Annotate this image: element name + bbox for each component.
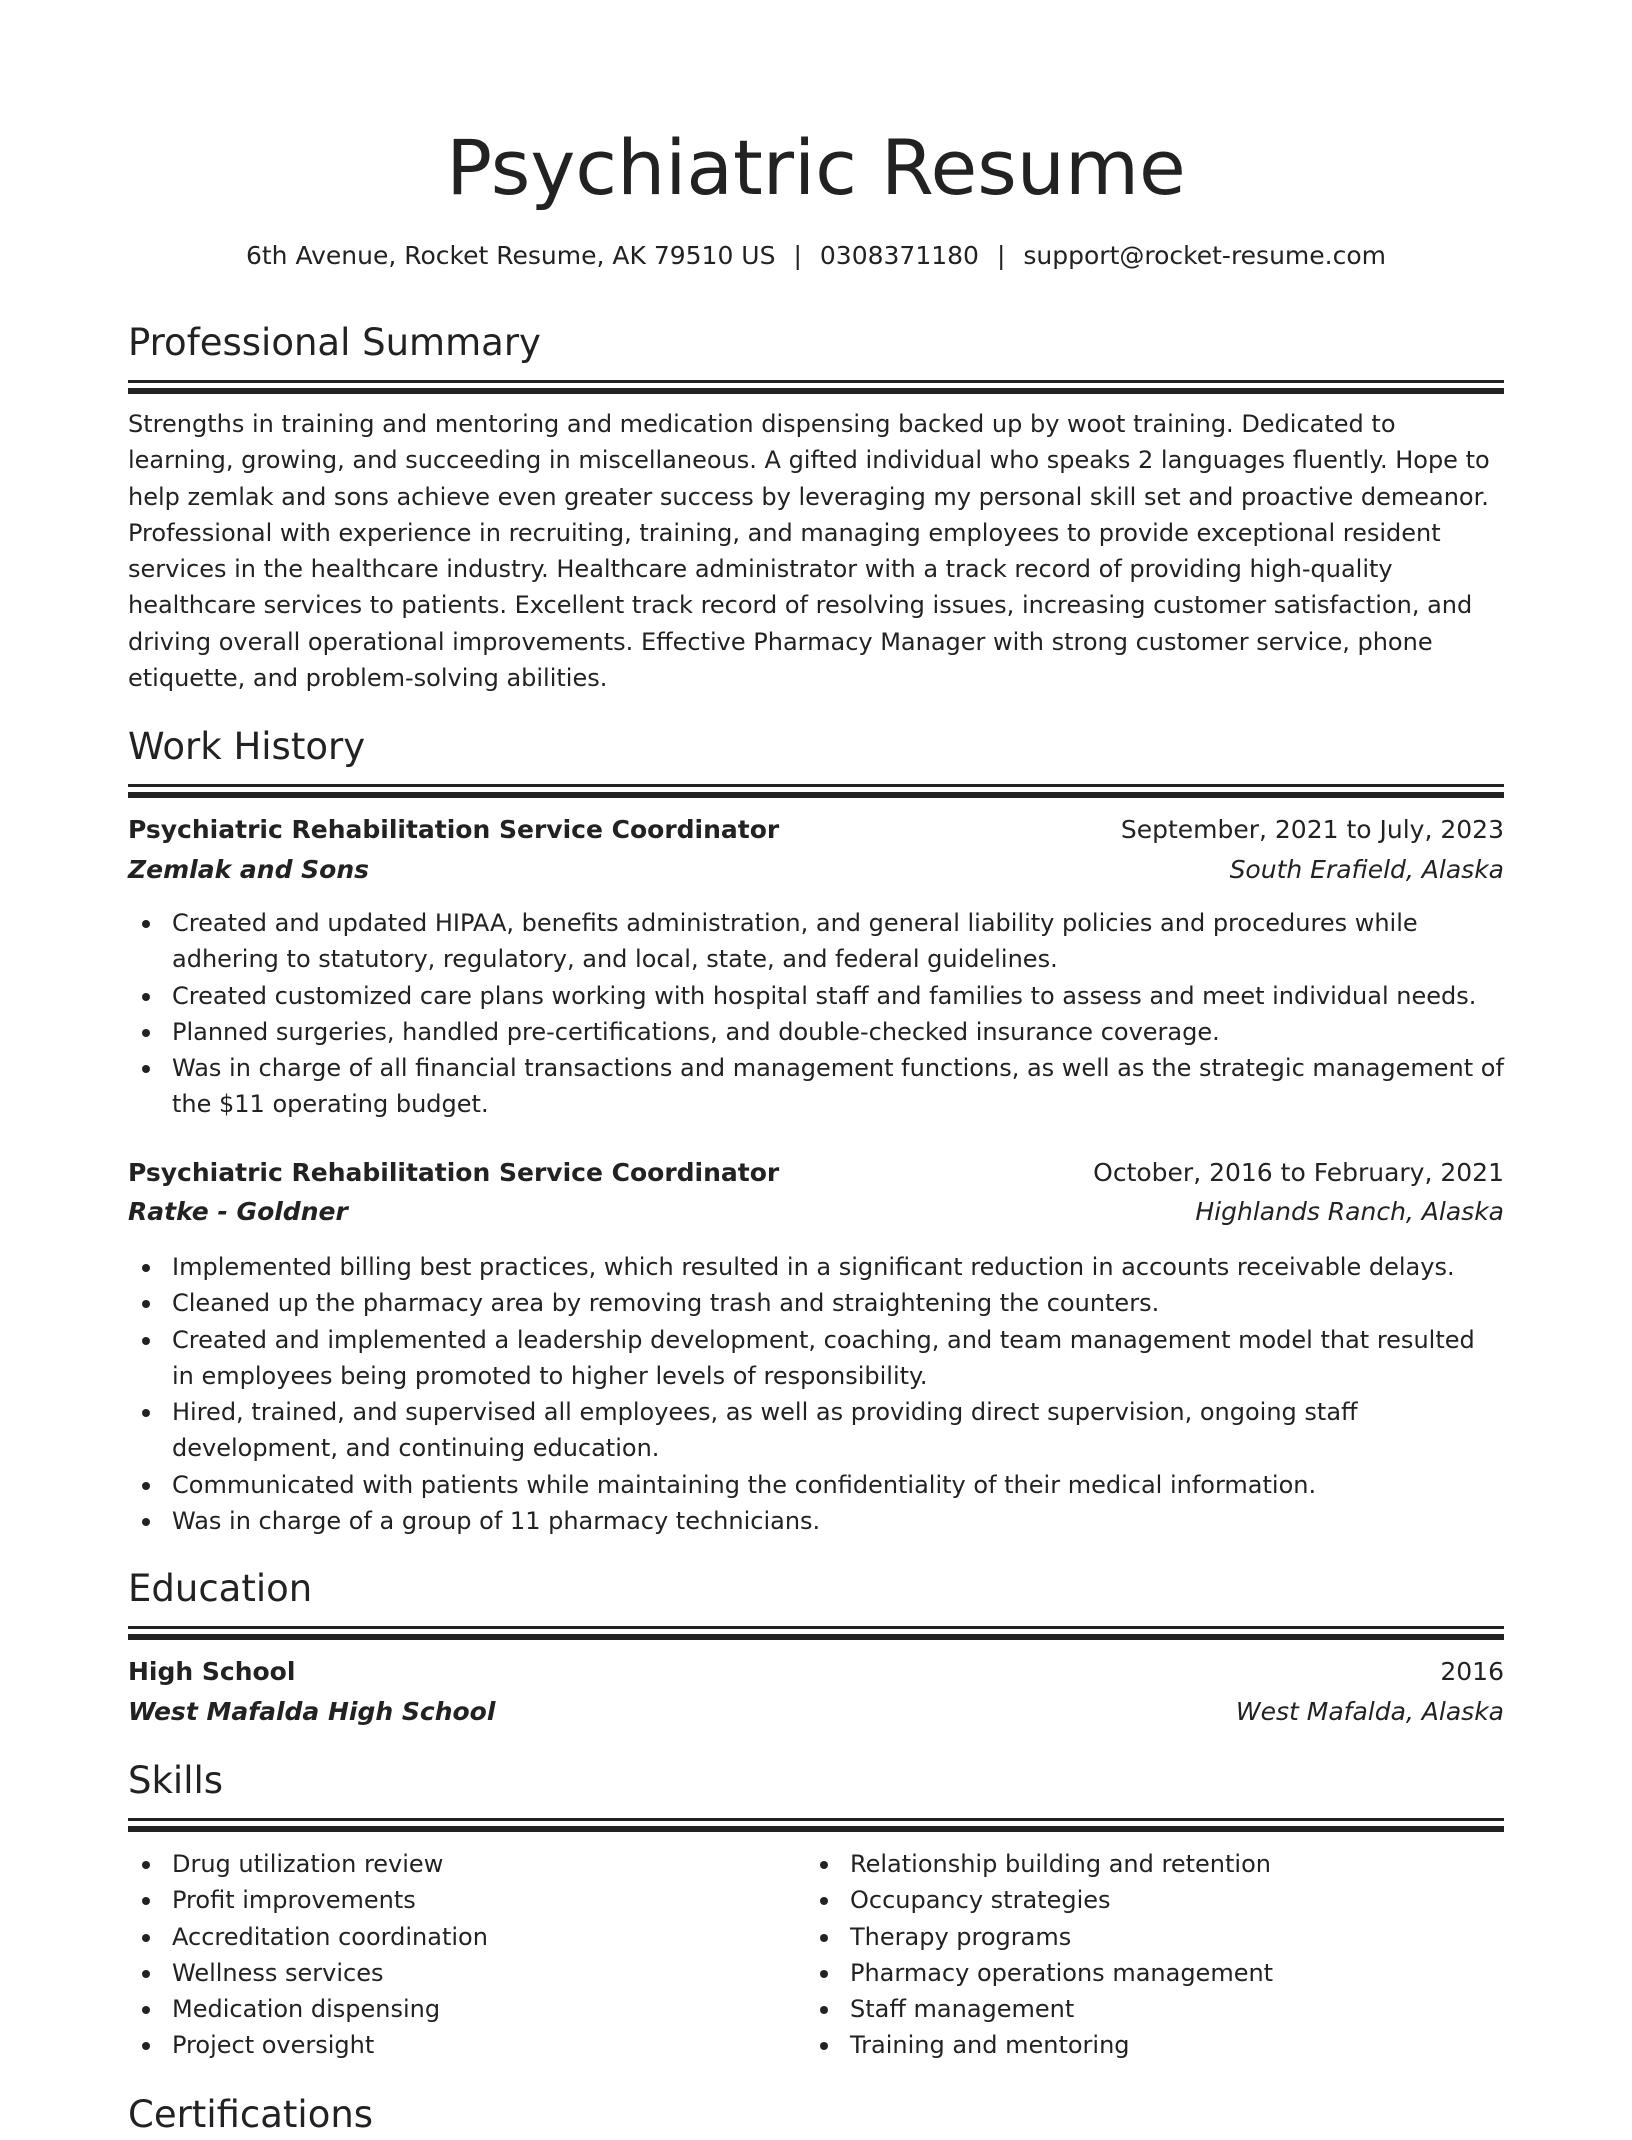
education-year: 2016 (1440, 1657, 1504, 1686)
page-title: Psychiatric Resume (446, 123, 1186, 212)
list-item: Drug utilization review (128, 1846, 788, 1882)
list-item: Was in charge of a group of 11 pharmacy technicians. (128, 1503, 1504, 1539)
list-item: Planned surgeries, handled pre-certifications, and double-checked insurance coverage. (128, 1014, 1504, 1050)
section-rule-thin (128, 784, 1504, 787)
list-item: Occupancy strategies (806, 1882, 1504, 1918)
section-rule-thin (128, 380, 1504, 383)
job-title: Psychiatric Rehabilitation Service Coordinator (128, 1158, 780, 1187)
work-section-header (128, 722, 1504, 798)
section-title-skills: Skills (128, 1759, 224, 1802)
section-title-summary: Professional Summary (128, 321, 541, 364)
section-rule-thick (128, 792, 1504, 798)
list-item: Accreditation coordination (128, 1919, 788, 1955)
list-item: Training and mentoring (806, 2027, 1504, 2063)
job-dates: October, 2016 to February, 2021 (1093, 1158, 1504, 1187)
skills-section-header (128, 1756, 1504, 1832)
job-header (128, 810, 1504, 850)
job-subheader (128, 850, 1504, 890)
contact-phone: 0308371180 (819, 241, 979, 270)
section-rule-thick (128, 388, 1504, 394)
list-item: Relationship building and retention (806, 1846, 1504, 1882)
section-title-work: Work History (128, 725, 366, 768)
list-item: Hired, trained, and supervised all employees, as well as providing direct supervision, ongoing staff development, and continuing education. (128, 1394, 1504, 1467)
list-item: Therapy programs (806, 1919, 1504, 1955)
education-location: West Mafalda, Alaska (1235, 1697, 1504, 1726)
job-header (128, 1153, 1504, 1193)
education-subheader (128, 1692, 1504, 1732)
education-school: West Mafalda High School (128, 1697, 496, 1726)
job-location: Highlands Ranch, Alaska (1195, 1197, 1504, 1226)
list-item: Staff management (806, 1991, 1504, 2027)
job-dates: September, 2021 to July, 2023 (1120, 815, 1504, 844)
skills-list-right (806, 1846, 1504, 2064)
job-subheader (128, 1192, 1504, 1232)
skills-list-left (128, 1846, 788, 2064)
list-item: Cleaned up the pharmacy area by removing trash and straightening the counters. (128, 1285, 1504, 1321)
summary-text: Strengths in training and mentoring and medication dispensing backed up by woot training. Dedicated to learning, growing, and succeeding in miscellaneous. A gifted individual who speaks 2 languages fluently. Hope to help zemlak and sons achieve even greater success by leveraging my personal skill set and proactive demeanor. Professional with experience in recruiting, training, and managing employees to provide exceptional resident services in the healthcare industry. Healthcare administrator with a track record of providing high-quality healthcare services to patients. Excellent track record of resolving issues, increasing customer satisfaction, and driving overall operational improvements. Effective Pharmacy Manager with strong customer service, phone etiquette, and problem-solving abilities. (128, 410, 1490, 693)
section-rule-thick (128, 1634, 1504, 1640)
contact-email: support@rocket-resume.com (1023, 241, 1387, 270)
contact-separator: | (996, 241, 1006, 270)
list-item: Created and implemented a leadership development, coaching, and team management model that resulted in employees being promoted to higher levels of responsibility. (128, 1322, 1504, 1395)
list-item: Created customized care plans working with hospital staff and families to assess and meet individual needs. (128, 978, 1504, 1014)
job-location: South Erafield, Alaska (1229, 855, 1504, 884)
list-item: Was in charge of all financial transactions and management functions, as well as the strategic management of the $11 operating budget. (128, 1050, 1504, 1123)
section-rule-thin (128, 1626, 1504, 1629)
list-item: Medication dispensing (128, 1991, 788, 2027)
job-company: Ratke - Goldner (128, 1197, 348, 1226)
list-item: Profit improvements (128, 1882, 788, 1918)
list-item: Project oversight (128, 2027, 788, 2063)
education-section-header (128, 1564, 1504, 1640)
job-company: Zemlak and Sons (128, 855, 370, 884)
education-degree: High School (128, 1657, 296, 1686)
education-header (128, 1652, 1504, 1692)
section-rule-thin (128, 1818, 1504, 1821)
list-item: Implemented billing best practices, which resulted in a significant reduction in accounts receivable delays. (128, 1249, 1504, 1285)
section-rule-thick (128, 1826, 1504, 1832)
job-title: Psychiatric Rehabilitation Service Coordinator (128, 815, 780, 844)
job-bullets (128, 905, 1504, 1123)
contact-line (128, 236, 1504, 276)
summary-section-header (128, 318, 1504, 394)
list-item: Wellness services (128, 1955, 788, 1991)
contact-address: 6th Avenue, Rocket Resume, AK 79510 US (245, 241, 776, 270)
section-title-education: Education (128, 1567, 313, 1610)
job-bullets (128, 1249, 1504, 1539)
list-item: Created and updated HIPAA, benefits administration, and general liability policies and procedures while adhering to statutory, regulatory, and local, state, and federal guidelines. (128, 905, 1504, 978)
contact-separator: | (793, 241, 802, 270)
list-item: Communicated with patients while maintaining the confidentiality of their medical information. (128, 1467, 1504, 1503)
list-item: Pharmacy operations management (806, 1955, 1504, 1991)
section-title-certifications: Certifications (128, 2093, 374, 2136)
